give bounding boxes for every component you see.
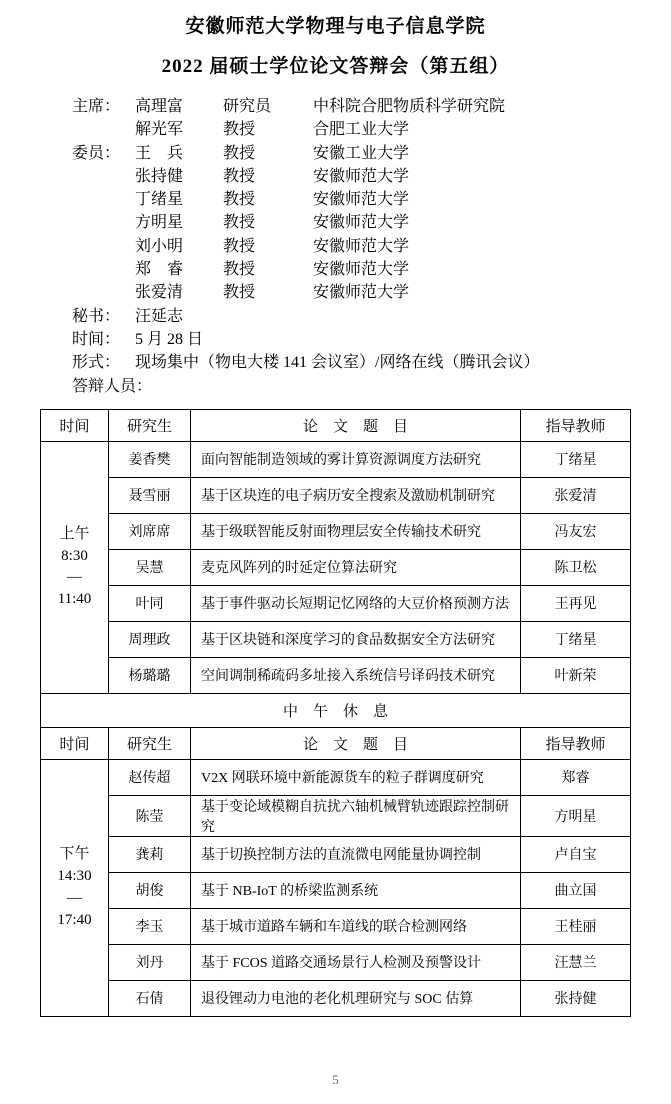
table-header-row xyxy=(41,409,631,441)
person-affiliation: 安徽师范大学 xyxy=(313,284,410,302)
person-name: 解光军 xyxy=(135,121,184,139)
session-dash: — xyxy=(67,889,82,906)
person-title: 教授 xyxy=(223,191,256,209)
empty-label xyxy=(72,258,135,281)
table-row xyxy=(41,836,631,872)
secretary-row xyxy=(72,305,671,328)
session-start: 8:30 xyxy=(61,547,88,564)
table-header-cell: 研究生 xyxy=(109,409,191,441)
committee-row xyxy=(72,235,671,258)
advisor-cell: 丁绪星 xyxy=(521,621,631,657)
student-name-cell: 李玉 xyxy=(109,908,191,944)
thesis-title-cell: 基于级联智能反射面物理层安全传输技术研究 xyxy=(191,513,521,549)
person-title: 教授 xyxy=(223,237,256,255)
thesis-title-cell: 基于 NB-IoT 的桥梁监测系统 xyxy=(191,872,521,908)
thesis-title-cell: 麦克风阵列的时延定位算法研究 xyxy=(191,549,521,585)
person-title: 教授 xyxy=(223,121,256,139)
person-title: 研究员 xyxy=(223,98,272,115)
advisor-cell: 叶新荣 xyxy=(521,657,631,693)
date-label: 时间： xyxy=(72,330,121,348)
session-period: 下午 xyxy=(59,846,90,863)
student-name-cell: 刘丹 xyxy=(109,944,191,980)
chair-row xyxy=(72,95,671,118)
empty-label xyxy=(72,188,135,211)
format-row xyxy=(72,351,671,374)
thesis-title-cell: 基于城市道路车辆和车道线的联合检测网络 xyxy=(191,908,521,944)
student-name-cell: 刘席席 xyxy=(109,513,191,549)
student-name-cell: 杨璐璐 xyxy=(109,657,191,693)
session-period: 上午 xyxy=(59,525,90,542)
person-affiliation: 安徽师范大学 xyxy=(313,237,410,255)
date-row xyxy=(72,328,671,351)
thesis-title-cell: 基于区块链和深度学习的食品数据安全方法研究 xyxy=(191,621,521,657)
table-header-cell: 论 文 题 目 xyxy=(191,409,521,441)
table-header-cell: 论 文 题 目 xyxy=(191,727,521,759)
table-header-row xyxy=(41,727,631,759)
person-affiliation: 合肥工业大学 xyxy=(313,121,410,139)
chair-row xyxy=(72,118,671,141)
person-name: 方明星 xyxy=(135,214,184,232)
committee-row xyxy=(72,165,671,188)
student-name-cell: 石倩 xyxy=(109,980,191,1016)
student-name-cell: 聂雪丽 xyxy=(109,477,191,513)
lunch-break-row xyxy=(41,693,631,727)
table-row xyxy=(41,657,631,693)
advisor-cell: 汪慧兰 xyxy=(521,944,631,980)
lunch-break-cell: 中 午 休 息 xyxy=(41,693,631,727)
table-row xyxy=(41,513,631,549)
person-name: 高理富 xyxy=(135,98,184,115)
person-name: 王 兵 xyxy=(135,144,184,162)
thesis-title-cell: 基于区块连的电子病历安全搜索及激励机制研究 xyxy=(191,477,521,513)
thesis-title-cell: 基于事件驱动长短期记忆网络的大豆价格预测方法 xyxy=(191,585,521,621)
student-name-cell: 陈莹 xyxy=(109,795,191,836)
advisor-cell: 郑睿 xyxy=(521,759,631,795)
table-row xyxy=(41,441,631,477)
secretary-label: 秘书： xyxy=(72,307,121,325)
student-name-cell: 胡俊 xyxy=(109,872,191,908)
empty-label xyxy=(72,165,135,188)
student-name-cell: 赵传超 xyxy=(109,759,191,795)
session-end: 11:40 xyxy=(57,591,92,608)
defenders-row xyxy=(72,375,671,398)
person-name: 张持健 xyxy=(135,167,184,185)
advisor-cell: 丁绪星 xyxy=(521,441,631,477)
person-affiliation: 安徽师范大学 xyxy=(313,261,410,279)
advisor-cell: 王桂丽 xyxy=(521,908,631,944)
table-row xyxy=(41,872,631,908)
person-affiliation: 安徽师范大学 xyxy=(313,214,410,232)
empty-label xyxy=(72,235,135,258)
table-row xyxy=(41,795,631,836)
person-title: 教授 xyxy=(223,144,256,162)
session-time-cell xyxy=(41,759,109,1016)
table-row xyxy=(41,477,631,513)
table-row xyxy=(41,908,631,944)
advisor-cell: 冯友宏 xyxy=(521,513,631,549)
person-affiliation: 安徽师范大学 xyxy=(313,167,410,185)
chair-label: 主席： xyxy=(72,98,121,115)
table-header-cell: 指导教师 xyxy=(521,727,631,759)
thesis-title-cell: 空间调制稀疏码多址接入系统信号译码技术研究 xyxy=(191,657,521,693)
person-affiliation: 安徽工业大学 xyxy=(313,144,410,162)
empty-label xyxy=(72,211,135,234)
table-row xyxy=(41,621,631,657)
empty-label xyxy=(72,281,135,304)
advisor-cell: 方明星 xyxy=(521,795,631,836)
person-name: 张爱清 xyxy=(135,284,184,302)
session-dash: — xyxy=(67,569,82,586)
table-header-cell: 指导教师 xyxy=(521,409,631,441)
committee-row xyxy=(72,188,671,211)
table-row xyxy=(41,549,631,585)
table-row xyxy=(41,980,631,1016)
table-header-cell: 时间 xyxy=(41,409,109,441)
table-row xyxy=(41,759,631,795)
header-info-block xyxy=(72,95,671,398)
thesis-title-cell: 基于变论域模糊自抗扰六轴机械臂轨迹跟踪控制研究 xyxy=(191,795,521,836)
format-label: 形式： xyxy=(72,354,121,372)
person-affiliation: 中科院合肥物质科学研究院 xyxy=(313,98,506,115)
advisor-cell: 陈卫松 xyxy=(521,549,631,585)
committee-row xyxy=(72,281,671,304)
committee-row xyxy=(72,211,671,234)
session-time-cell xyxy=(41,441,109,693)
person-title: 教授 xyxy=(223,261,256,279)
person-title: 教授 xyxy=(223,284,256,302)
table-row xyxy=(41,944,631,980)
document-title: 安徽师范大学物理与电子信息学院 xyxy=(185,16,486,37)
thesis-title-cell: 面向智能制造领域的雾计算资源调度方法研究 xyxy=(191,441,521,477)
document-subtitle: 2022 届硕士学位论文答辩会（第五组） xyxy=(161,56,510,77)
advisor-cell: 张爱清 xyxy=(521,477,631,513)
advisor-cell: 王再见 xyxy=(521,585,631,621)
student-name-cell: 周理政 xyxy=(109,621,191,657)
committee-row xyxy=(72,258,671,281)
session-start: 14:30 xyxy=(57,868,92,885)
thesis-title-cell: 基于切换控制方法的直流微电网能量协调控制 xyxy=(191,836,521,872)
defenders-label: 答辩人员： xyxy=(72,377,153,395)
person-name: 郑 睿 xyxy=(135,261,184,279)
defense-schedule-table xyxy=(40,409,631,1017)
student-name-cell: 叶同 xyxy=(109,585,191,621)
document-page xyxy=(0,11,671,1104)
advisor-cell: 卢自宝 xyxy=(521,836,631,872)
person-affiliation: 安徽师范大学 xyxy=(313,191,410,209)
committee-row xyxy=(72,142,671,165)
advisor-cell: 曲立国 xyxy=(521,872,631,908)
table-header-cell: 研究生 xyxy=(109,727,191,759)
date-value: 5 月 28 日 xyxy=(135,330,204,348)
advisor-cell: 张持健 xyxy=(521,980,631,1016)
session-end: 17:40 xyxy=(57,911,92,928)
thesis-title-cell: 退役锂动力电池的老化机理研究与 SOC 估算 xyxy=(191,980,521,1016)
table-row xyxy=(41,585,631,621)
person-name: 刘小明 xyxy=(135,237,184,255)
person-title: 教授 xyxy=(223,214,256,232)
thesis-title-cell: 基于 FCOS 道路交通场景行人检测及预警设计 xyxy=(191,944,521,980)
thesis-title-cell: V2X 网联环境中新能源货车的粒子群调度研究 xyxy=(191,759,521,795)
student-name-cell: 吴慧 xyxy=(109,549,191,585)
format-value: 现场集中（物电大楼 141 会议室）/网络在线（腾讯会议） xyxy=(135,354,540,372)
table-header-cell: 时间 xyxy=(41,727,109,759)
student-name-cell: 龚莉 xyxy=(109,836,191,872)
secretary-name: 汪延志 xyxy=(135,307,184,325)
student-name-cell: 姜香樊 xyxy=(109,441,191,477)
person-title: 教授 xyxy=(223,167,256,185)
committee-label: 委员： xyxy=(72,144,121,162)
empty-label xyxy=(72,118,135,141)
page-number: 5 xyxy=(332,1072,339,1087)
person-name: 丁绪星 xyxy=(135,191,184,209)
